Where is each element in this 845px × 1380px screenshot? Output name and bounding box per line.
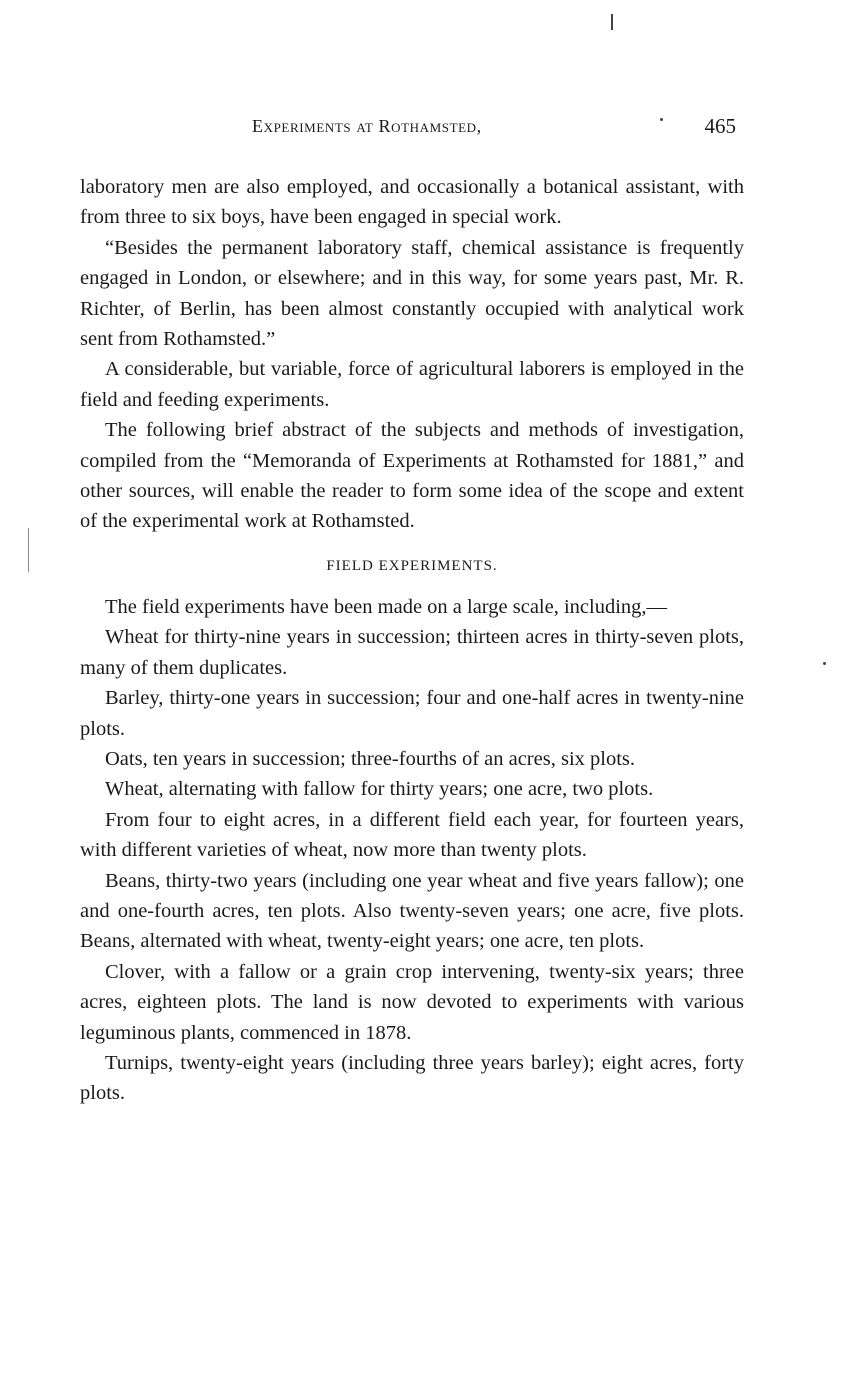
scan-speck [660,118,663,121]
body-text [80,172,744,1109]
paragraph: laboratory men are also employed, and occasionally a botanical assistant, with from three to six boys, have been engaged in special work. [80,176,744,229]
running-head [80,116,740,146]
paragraph: Clover, with a fallow or a grain crop intervening, twenty-six years; three acres, eighteen plots. The land is now devoted to experiments with various leguminous plants, commenced in 1878. [80,960,744,1044]
paragraph: The following brief abstract of the subjects and methods of investigation, compiled from the “Memoranda of Experiments at Rothamsted for 1881,” and other sources, will enable the reader to form some idea of the scope and extent of the experimental work at Rothamsted. [80,419,744,533]
paragraph: Wheat, alternating with fallow for thirty years; one acre, two plots. [105,778,654,801]
paragraph: Oats, ten years in succession; three-fourths of an acres, six plots. [105,747,636,770]
paragraph: Wheat for thirty-nine years in succession; thirteen acres in thirty-seven plots, many of them duplicates. [80,626,744,679]
page-number: 465 [704,114,736,138]
running-title: Experiments at Rothamsted, [252,116,482,136]
paragraph: The field experiments have been made on a large scale, including,— [105,595,668,618]
paragraph: From four to eight acres, in a different field each year, for fourteen years, with different varieties of wheat, now more than twenty plots. [80,808,744,862]
paragraph: “Besides the permanent laboratory staff, chemical assistance is frequently engaged in London, or elsewhere; and in this way, for some years past, Mr. R. Richter, of Berlin, has been almost constantly occupied with analytical work sent from Rothamsted.” [80,236,744,351]
section-heading: FIELD EXPERIMENTS. [326,557,498,574]
paragraphs-after-heading [80,592,744,1109]
scan-mark [611,14,613,30]
paragraphs-before-heading [80,172,744,537]
paragraph: Beans, thirty-two years (including one year wheat and five years fallow); one and one-fourth acres, ten plots. Also twenty-seven years; one acre, five plots. Beans, alternated with wheat, twenty-eight years; one acre, ten plots. [80,869,744,953]
paragraph: Barley, thirty-one years in succession; four and one-half acres in twenty-nine plots. [80,687,744,740]
scan-speck [823,662,826,665]
paragraph: Turnips, twenty-eight years (including three years barley); eight acres, forty plots. [80,1051,744,1105]
paragraph: A considerable, but variable, force of agricultural laborers is employed in the field and feeding experiments. [80,358,744,411]
scan-mark [28,528,29,572]
